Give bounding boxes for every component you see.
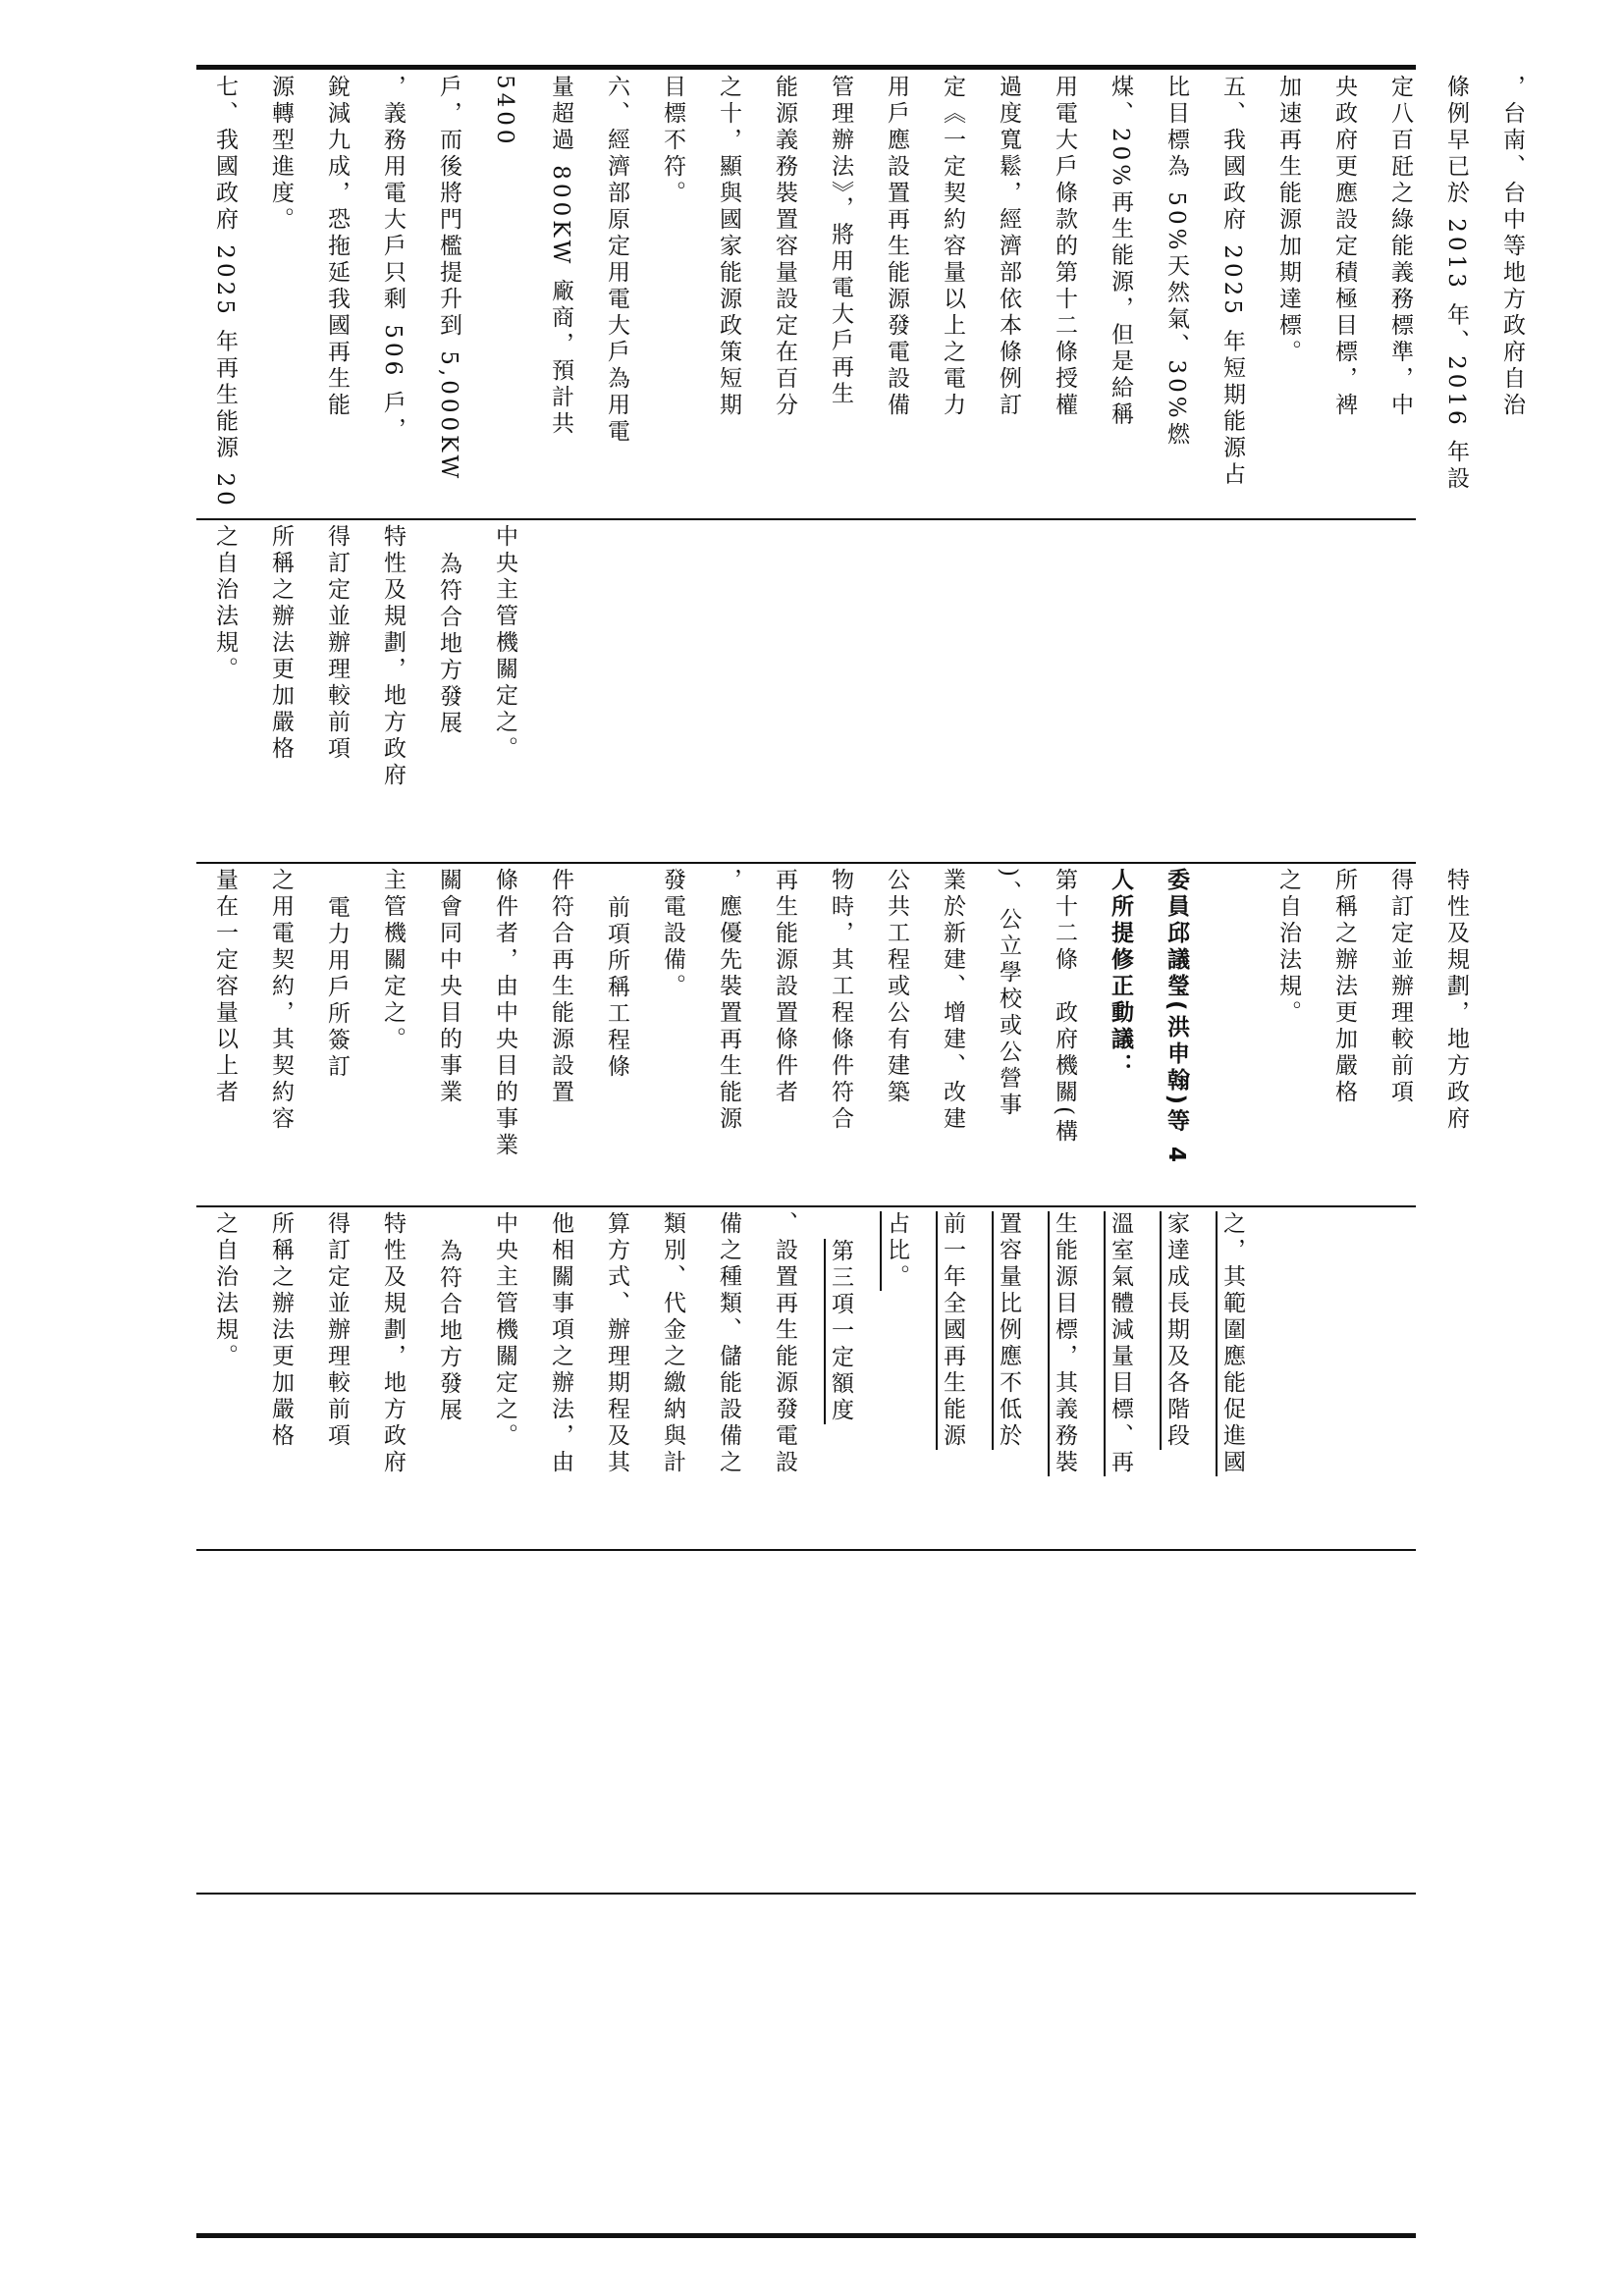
table-cell-col1	[196, 75, 1525, 514]
text-line: 得訂定並辦理較前項	[324, 1211, 350, 1450]
text-line: 發電設備。	[660, 868, 685, 1000]
table-cell-col4	[196, 1211, 1416, 1545]
text-line: 央政府更應設定積極目標，裨	[1331, 75, 1357, 419]
text-line: 過度寬鬆，經濟部依本條例訂	[996, 75, 1021, 419]
table-cell-col5	[196, 1555, 1416, 1889]
text-line: )、公立學校或公營事	[996, 868, 1021, 1119]
text-line: 源轉型進度。	[268, 75, 294, 234]
text-line: 中央主管機關定之。	[492, 524, 517, 763]
table-cell-col6	[196, 1898, 1416, 2229]
text-line: 件符合再生能源設置	[548, 868, 573, 1106]
text-line: 再生能源設置條件者	[772, 868, 797, 1106]
text-line: 特性及規劃，地方政府	[380, 524, 406, 789]
text-line: 主管機關定之。	[380, 868, 406, 1053]
text-line: 第三項一定額度	[828, 1238, 853, 1424]
text-line: 五、我國政府 2025 年短期能源占	[1219, 75, 1245, 489]
text-line: ，義務用電大戶只剩 506 戶，	[380, 75, 406, 444]
text-line: 量在一定容量以上者	[212, 868, 238, 1106]
text-line: 用戶應設置再生能源發電設備	[884, 75, 909, 419]
text-line: 目標不符。	[660, 75, 685, 207]
text-line: 生能源目標，其義務裝	[1052, 1211, 1077, 1476]
text-line: 特性及規劃，地方政府	[1443, 868, 1469, 1133]
table-cell-col3	[196, 868, 1469, 1201]
row-divider-3	[196, 1205, 1416, 1207]
text-line: 為符合地方發展	[436, 551, 461, 737]
row-divider-4	[196, 1549, 1416, 1551]
text-line: 條件者，由中央目的事業	[492, 868, 517, 1159]
text-line: 家達成長期及各階段	[1164, 1211, 1189, 1450]
text-line: 前一年全國再生能源	[940, 1211, 965, 1450]
text-line: 、設置再生能源發電設	[772, 1211, 797, 1476]
text-line: 得訂定並辦理較前項	[324, 524, 350, 763]
text-line: 之，其範圍應能促進國	[1219, 1211, 1245, 1476]
text-line: 之自治法規。	[212, 1211, 238, 1370]
text-line: 所稱之辦法更加嚴格	[1331, 868, 1357, 1106]
text-line: 定八百瓩之綠能義務標準，中	[1387, 75, 1413, 419]
text-line: 算方式、辦理期程及其	[604, 1211, 629, 1476]
table-cell-col2	[196, 524, 1416, 858]
text-line: 他相關事項之辦法，由	[548, 1211, 573, 1476]
text-line: 置容量比例應不低於	[996, 1211, 1021, 1450]
text-line: 加速再生能源加期達標。	[1275, 75, 1301, 366]
text-line: 得訂定並辦理較前項	[1387, 868, 1413, 1106]
cell-text	[196, 524, 532, 858]
text-line: 銳減九成，恐拖延我國再生能	[324, 75, 350, 419]
text-line: 占比。	[884, 1211, 909, 1291]
text-line: 公共工程或公有建築	[884, 868, 909, 1106]
text-line: 七、我國政府 2025 年再生能源 20	[212, 75, 238, 509]
row-divider-1	[196, 518, 1416, 520]
text-line: 人所提修正動議：	[1108, 868, 1133, 1080]
text-line: 關會同中央目的事業	[436, 868, 461, 1106]
text-line: 之自治法規。	[1275, 868, 1301, 1027]
cell-text	[196, 75, 1540, 514]
text-line: 備之種類、儲能設備之	[716, 1211, 741, 1476]
row-divider-2	[196, 862, 1416, 864]
text-line: 特性及規劃，地方政府	[380, 1211, 406, 1476]
text-line: 定《一定契約容量以上之電力	[940, 75, 965, 419]
text-line: 中央主管機關定之。	[492, 1211, 517, 1450]
text-line: 能源義務裝置容量設定在百分	[772, 75, 797, 419]
text-line: 溫室氣體減量目標、再	[1108, 1211, 1133, 1476]
text-line: 所稱之辦法更加嚴格	[268, 1211, 294, 1450]
text-line: 之自治法規。	[212, 524, 238, 683]
text-line: 管理辦法》，將用電大戶再生	[828, 75, 853, 408]
text-line: 之十，顯與國家能源政策短期	[716, 75, 741, 419]
text-line: 類別、代金之繳納與計	[660, 1211, 685, 1476]
text-line: 前項所稱工程條	[604, 894, 629, 1081]
table-top-border	[196, 65, 1416, 70]
text-line: 委員邱議瑩(洪申翰)等 4	[1164, 868, 1189, 1167]
text-line: 電力用戶所簽訂	[324, 894, 350, 1081]
text-line: ，應優先裝置再生能源	[716, 868, 741, 1133]
text-line: 量超過 800KW 廠商，預計共 5400	[492, 75, 573, 438]
cell-text	[196, 868, 1484, 1201]
text-line: 之用電契約，其契約容	[268, 868, 294, 1133]
text-line: 第十二條 政府機關(構	[1052, 868, 1077, 1146]
text-line: 條例早已於 2013 年、2016 年設	[1443, 75, 1469, 493]
cell-text	[196, 1211, 1260, 1545]
text-line: ，台南、台中等地方政府自治	[1499, 75, 1525, 419]
text-line: 六、經濟部原定用電大戶為用電	[604, 75, 629, 446]
text-line: 用電大戶條款的第十二條授權	[1052, 75, 1077, 419]
text-line: 戶，而後將門檻提升到 5,000KW	[436, 75, 461, 483]
text-line: 煤、20%再生能源，但是給稱	[1108, 75, 1133, 429]
text-line: 為符合地方發展	[436, 1238, 461, 1424]
text-line: 所稱之辦法更加嚴格	[268, 524, 294, 763]
text-line: 物時，其工程條件符合	[828, 868, 853, 1133]
text-line: 業於新建、增建、改建	[940, 868, 965, 1133]
row-divider-5	[196, 1893, 1416, 1895]
text-line	[1204, 868, 1260, 1201]
table-bottom-border	[196, 2233, 1416, 2238]
text-line: 比目標為 50%天然氣、30%燃	[1164, 75, 1189, 449]
